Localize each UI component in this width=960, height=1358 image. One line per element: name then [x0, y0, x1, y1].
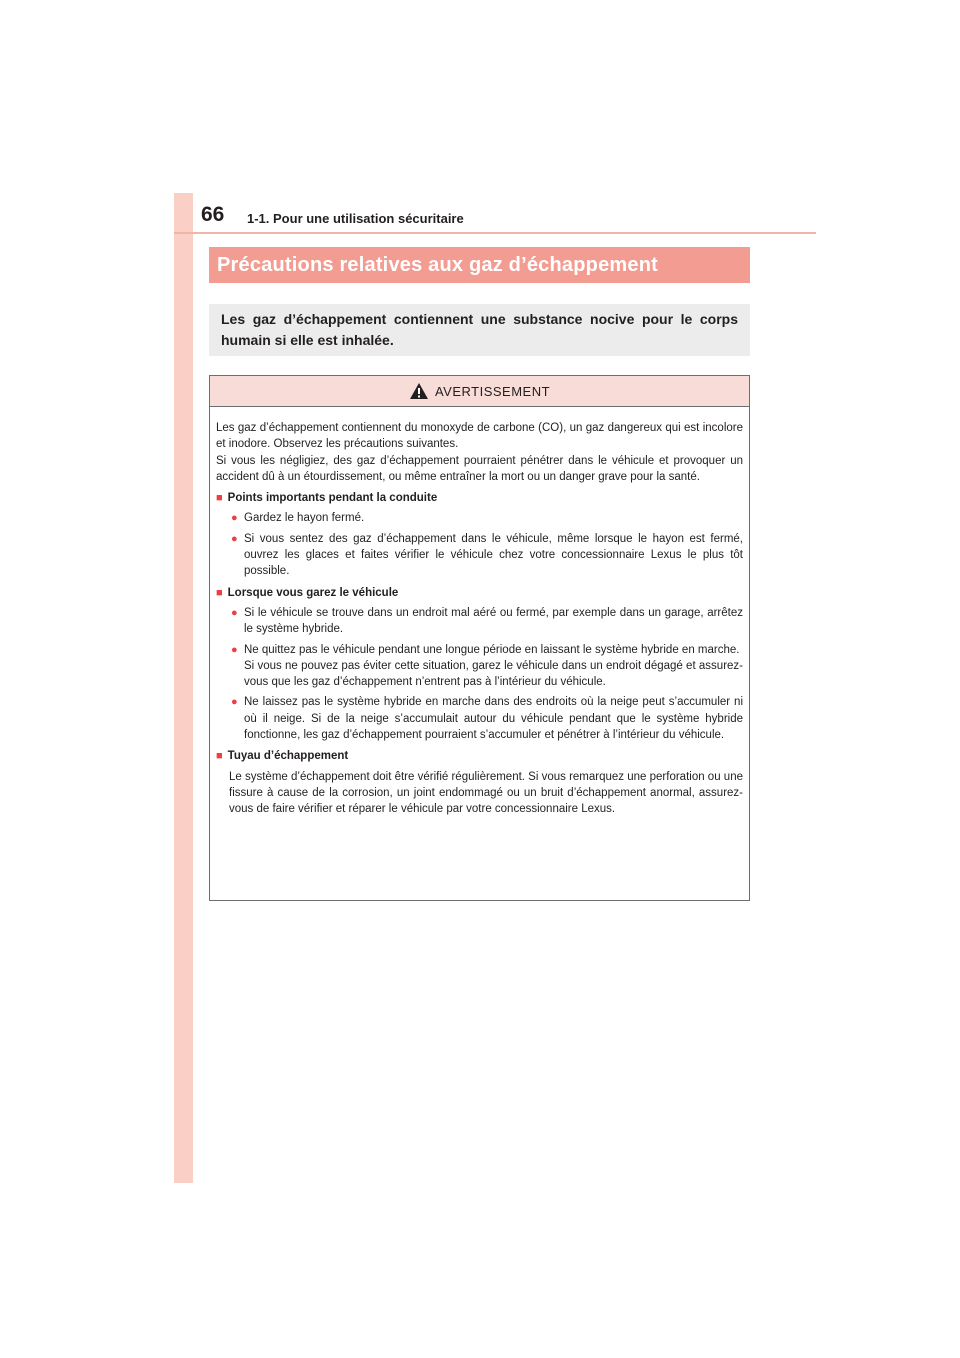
square-bullet-icon: ■ — [216, 586, 223, 599]
section-heading — [216, 748, 743, 764]
list-item-content — [244, 642, 743, 691]
section-heading — [216, 490, 743, 506]
dot-bullet-icon: ● — [231, 643, 238, 656]
warning-title: AVERTISSEMENT — [434, 383, 551, 399]
dot-bullet-icon: ● — [231, 532, 238, 545]
warning-body — [210, 407, 749, 818]
warning-paragraph: Si vous les négligiez, des gaz d’échappement pourraient pénétrer dans le véhicule et provoquer un accident dû à un étourdissement, ou même entraîner la mort ou un danger grave pour la santé. — [216, 454, 743, 483]
list-item — [216, 531, 743, 580]
section-text: Le système d’échappement doit être vérifié régulièrement. Si vous remarquez une perforation ou une fissure à cause de la corrosion, un joint endommagé ou un bruit d’échappement anormal, assurez-vous de faire vérifier et réparer le véhicule par votre concessionnaire Lexus. — [229, 770, 743, 816]
list-item — [216, 642, 743, 691]
list-item-text: Si le véhicule se trouve dans un endroit mal aéré ou fermé, par exemple dans un garage, arrêtez le système hybride. — [244, 606, 743, 636]
warning-box — [209, 375, 750, 901]
intro-text: Les gaz d’échappement contiennent une substance nocive pour le corps humain si elle est inhalée. — [221, 311, 738, 348]
intro-box — [209, 304, 750, 356]
dot-bullet-icon: ● — [231, 606, 238, 619]
list-item-text: Ne laissez pas le système hybride en marche dans des endroits où la neige peut s’accumuler ni où il neige. Si de la neige s’accumulait autour du véhicule pendant que le système hybride fonctionne, les gaz d’échappement pourraient s’accumuler et pénétrer à l’intérieur du véhicule. — [244, 696, 743, 742]
warning-header — [210, 376, 749, 407]
list-item — [216, 605, 743, 638]
page-number: 66 — [201, 203, 225, 226]
square-bullet-icon: ■ — [216, 492, 223, 505]
section-path: 1-1. Pour une utilisation sécuritaire — [247, 211, 464, 226]
list-item-text: Gardez le hayon fermé. — [244, 512, 365, 525]
list-item-text: Si vous sentez des gaz d’échappement dans le véhicule, même lorsque le hayon est fermé, ouvrez les glaces et faites vérifier le véhicule chez votre concessionnaire Lexus le plus tôt possible. — [244, 532, 743, 578]
header-rule — [174, 232, 816, 234]
side-band — [174, 193, 193, 1183]
section-heading-text: Points importants pendant la conduite — [227, 492, 438, 505]
square-bullet-icon: ■ — [216, 750, 223, 763]
page-title: Précautions relatives aux gaz d’échappement — [209, 247, 750, 283]
section-heading-text: Tuyau d’échappement — [227, 750, 349, 763]
list-item-note: Si vous ne pouvez pas éviter cette situation, garez le véhicule dans un endroit dégagé et assurez-vous que les gaz d’échappement n’entrent pas à l’intérieur du véhicule. — [244, 659, 743, 689]
section-heading-text: Lorsque vous garez le véhicule — [227, 586, 399, 599]
list-item — [216, 510, 743, 526]
section-heading — [216, 585, 743, 601]
dot-bullet-icon: ● — [231, 696, 238, 709]
warning-paragraph: Les gaz d’échappement contiennent du monoxyde de carbone (CO), un gaz dangereux qui est incolore et inodore. Observez les précautions suivantes. — [216, 422, 743, 451]
list-item-text: Ne quittez pas le véhicule pendant une longue période en laissant le système hybride en marche. — [244, 643, 740, 656]
warning-triangle-icon — [409, 382, 429, 400]
dot-bullet-icon: ● — [231, 512, 238, 525]
list-item — [216, 694, 743, 743]
